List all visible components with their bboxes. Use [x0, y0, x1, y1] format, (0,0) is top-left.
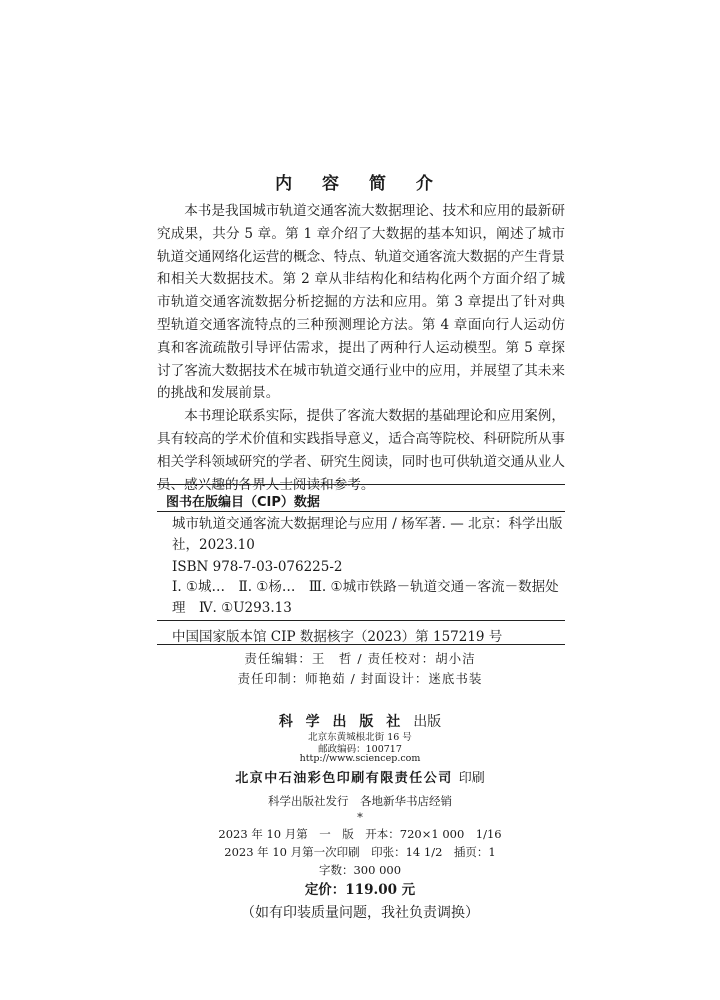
- separator-mark: *: [357, 810, 363, 824]
- quality-notice: （如有印装质量问题，我社负责调换）: [241, 905, 479, 921]
- publisher-postcode: 邮政编码：100717: [318, 744, 402, 755]
- summary-paragraph: 本书理论联系实际，提供了客流大数据的基础理论和应用案例，具有较高的学术价值和实践指导意义，适合高等院校、科研院所从事相关学科领域研究的学者、研究生阅读，同时也可供轨道交通从业人员、感兴趣的各界人士阅读和参考。: [157, 408, 565, 493]
- price: 定价：119.00 元: [304, 882, 416, 898]
- editor-credits: 责任编辑：王 哲 / 责任校对：胡小洁: [244, 651, 476, 666]
- printer-suffix: 印刷: [458, 771, 485, 786]
- cip-divider: [157, 620, 565, 621]
- cip-cn-record: 中国国家版本馆 CIP 数据核字（2023）第 157219 号: [172, 629, 503, 645]
- publisher-website: http://www.sciencep.com: [299, 753, 421, 764]
- summary-title: 内 容 简 介: [275, 174, 445, 194]
- cip-heading: 图书在版编目（CIP）数据: [166, 495, 320, 510]
- edition-line: 2023 年 10 月第 一 版 开本：720×1 000 1/16: [218, 827, 502, 841]
- publisher-address: 北京东黄城根北街 16 号: [308, 732, 412, 743]
- cip-bottom-divider: [157, 644, 565, 645]
- cip-classification: Ⅰ. ①城… Ⅱ. ①杨… Ⅲ. ①城市铁路－轨道交通－客流－数据处理 Ⅳ. ①U293.13: [172, 579, 559, 616]
- top-divider: [157, 484, 565, 485]
- cip-entry: 城市轨道交通客流大数据理论与应用 / 杨军著. — 北京：科学出版社，2023.10: [172, 516, 563, 553]
- summary-body: [157, 200, 565, 496]
- cip-heading-divider: [157, 511, 565, 512]
- printer-name: 北京中石油彩色印刷有限责任公司: [235, 771, 453, 786]
- production-credits: 责任印制：师艳茹 / 封面设计：迷底书装: [237, 671, 483, 686]
- printer-line: [0, 767, 720, 786]
- distribution-line: 科学出版社发行 各地新华书店经销: [268, 794, 452, 808]
- cip-isbn: ISBN 978-7-03-076225-2: [172, 559, 343, 575]
- summary-paragraph: 本书是我国城市轨道交通客流大数据理论、技术和应用的最新研究成果，共分 5 章。第 1 章介绍了大数据的基本知识，阐述了城市轨道交通网络化运营的概念、特点、轨道交通客流大数据的产生背景和相关大数据技术。第 2 章从非结构化和结构化两个方面介绍了城市轨道交通客流数据分析挖掘的方法和应用。第 3 章提出了针对典型轨道交通客流特点的三种预测理论方法。第 4 章面向行人运动仿真和客流疏散引导评估需求，提出了两种行人运动模型。第 5 章探讨了客流大数据技术在城市轨道交通行业中的应用，并展望了其未来的挑战和发展前景。: [157, 203, 565, 402]
- publisher-line: [0, 711, 720, 731]
- publisher-suffix: 出版: [413, 714, 442, 730]
- word-count: 字数：300 000: [318, 863, 402, 877]
- publisher-name: 科 学 出 版 社: [278, 714, 405, 730]
- printing-line: 2023 年 10 月第一次印刷 印张：14 1/2 插页：1: [224, 845, 496, 859]
